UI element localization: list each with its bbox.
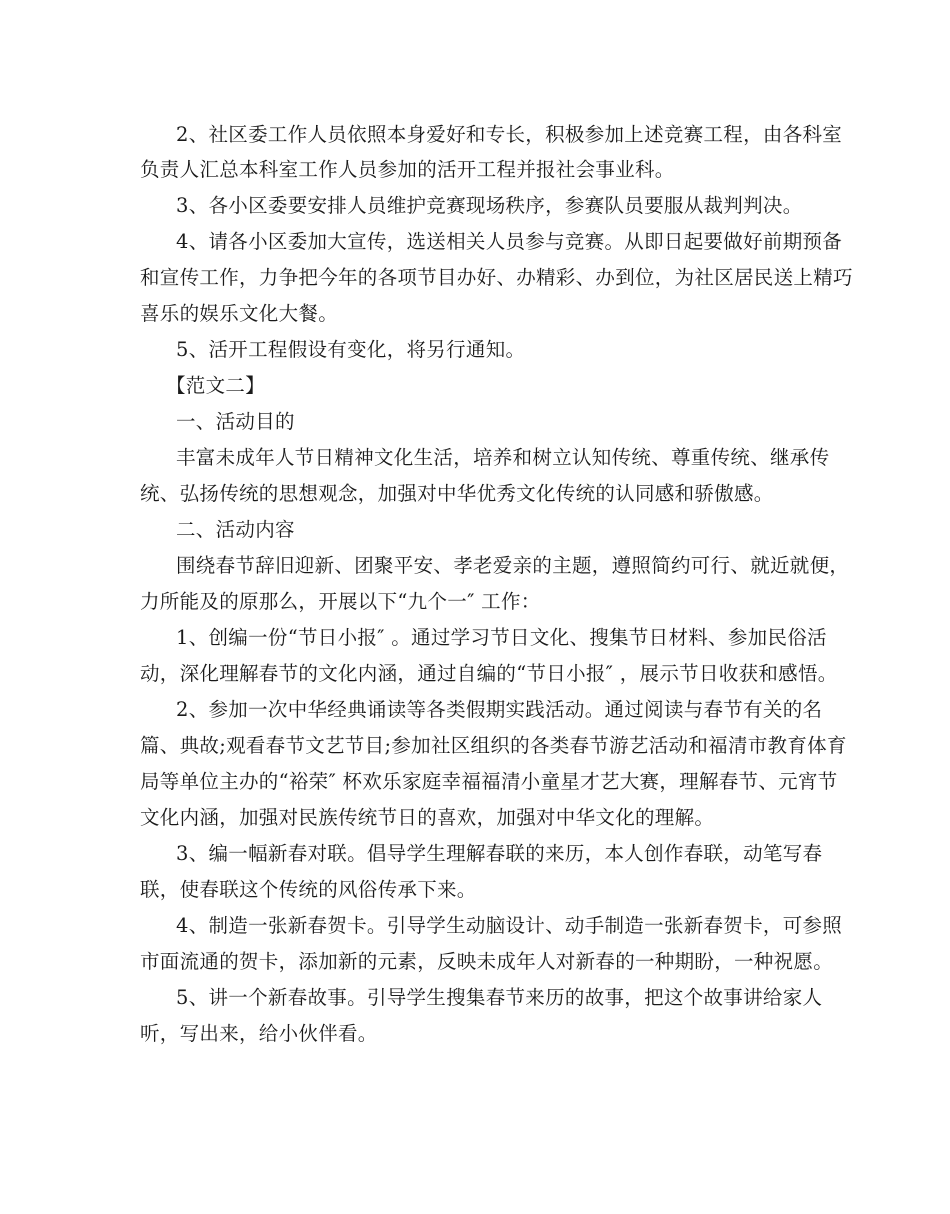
paragraph-line: 市面流通的贺卡，添加新的元素，反映未成年人对新春的一种期盼，一种祝愿。: [140, 950, 834, 973]
paragraph-line: 3、各小区委要安排人员维护竞赛现场秩序，参赛队员要服从裁判判决。: [176, 194, 803, 217]
section-heading: 一、活动目的: [176, 410, 295, 433]
paragraph-line: 力所能及的原那么，开展以下“九个一″ 工作：: [140, 590, 541, 613]
paragraph-line: 4、制造一张新春贺卡。引导学生动脑设计、动手制造一张新春贺卡，可参照: [176, 914, 843, 937]
paragraph-line: 5、讲一个新春故事。引导学生搜集春节来历的故事，把这个故事讲给家人: [176, 986, 823, 1009]
paragraph-line: 篇、典故;观看春节文艺节目;参加社区组织的各类春节游艺活动和福清市教育体育: [140, 734, 847, 757]
paragraph-line: 联，使春联这个传统的风俗传承下来。: [140, 878, 477, 901]
paragraph-line: 负责人汇总本科室工作人员参加的活开工程并报社会事业科。: [140, 158, 675, 181]
paragraph-line: 和宣传工作，力争把今年的各项节目办好、办精彩、办到位，为社区居民送上精巧: [140, 266, 853, 289]
paragraph-line: 文化内涵，加强对民族传统节日的喜欢，加强对中华文化的理解。: [140, 806, 715, 829]
paragraph-line: 5、活开工程假设有变化，将另行通知。: [176, 338, 526, 361]
section-heading: 二、活动内容: [176, 518, 295, 541]
paragraph-line: 喜乐的娱乐文化大餐。: [140, 302, 339, 325]
paragraph-line: 动，深化理解春节的文化内涵，通过自编的“节日小报″ ，展示节日收获和感悟。: [140, 662, 838, 685]
paragraph-line: 2、参加一次中华经典诵读等各类假期实践活动。通过阅读与春节有关的名: [176, 698, 823, 721]
paragraph-line: 听，写出来，给小伙伴看。: [140, 1022, 378, 1045]
paragraph-line: 围绕春节辞旧迎新、团聚平安、孝老爱亲的主题，遵照简约可行、就近就便，: [176, 554, 850, 577]
paragraph-line: 3、编一幅新春对联。倡导学生理解春联的来历，本人创作春联，动笔写春: [176, 842, 823, 865]
paragraph-line: 局等单位主办的“裕荣″ 杯欢乐家庭幸福福清小童星才艺大赛，理解春节、元宵节: [140, 770, 838, 793]
paragraph-line: 4、请各小区委加大宣传，选送相关人员参与竞赛。从即日起要做好前期预备: [176, 230, 843, 253]
paragraph-line: 2、社区委工作人员依照本身爱好和专长，积极参加上述竞赛工程，由各科室: [176, 123, 843, 146]
paragraph-line: 统、弘扬传统的思想观念，加强对中华优秀文化传统的认同感和骄傲感。: [140, 482, 774, 505]
paragraph-line: 1、创编一份“节日小报″ 。通过学习节日文化、搜集节日材料、参加民俗活: [176, 626, 827, 649]
paragraph-line: 丰富未成年人节日精神文化生活，培养和树立认知传统、尊重传统、继承传: [176, 446, 830, 469]
section-heading: 【范文二】: [166, 374, 266, 397]
